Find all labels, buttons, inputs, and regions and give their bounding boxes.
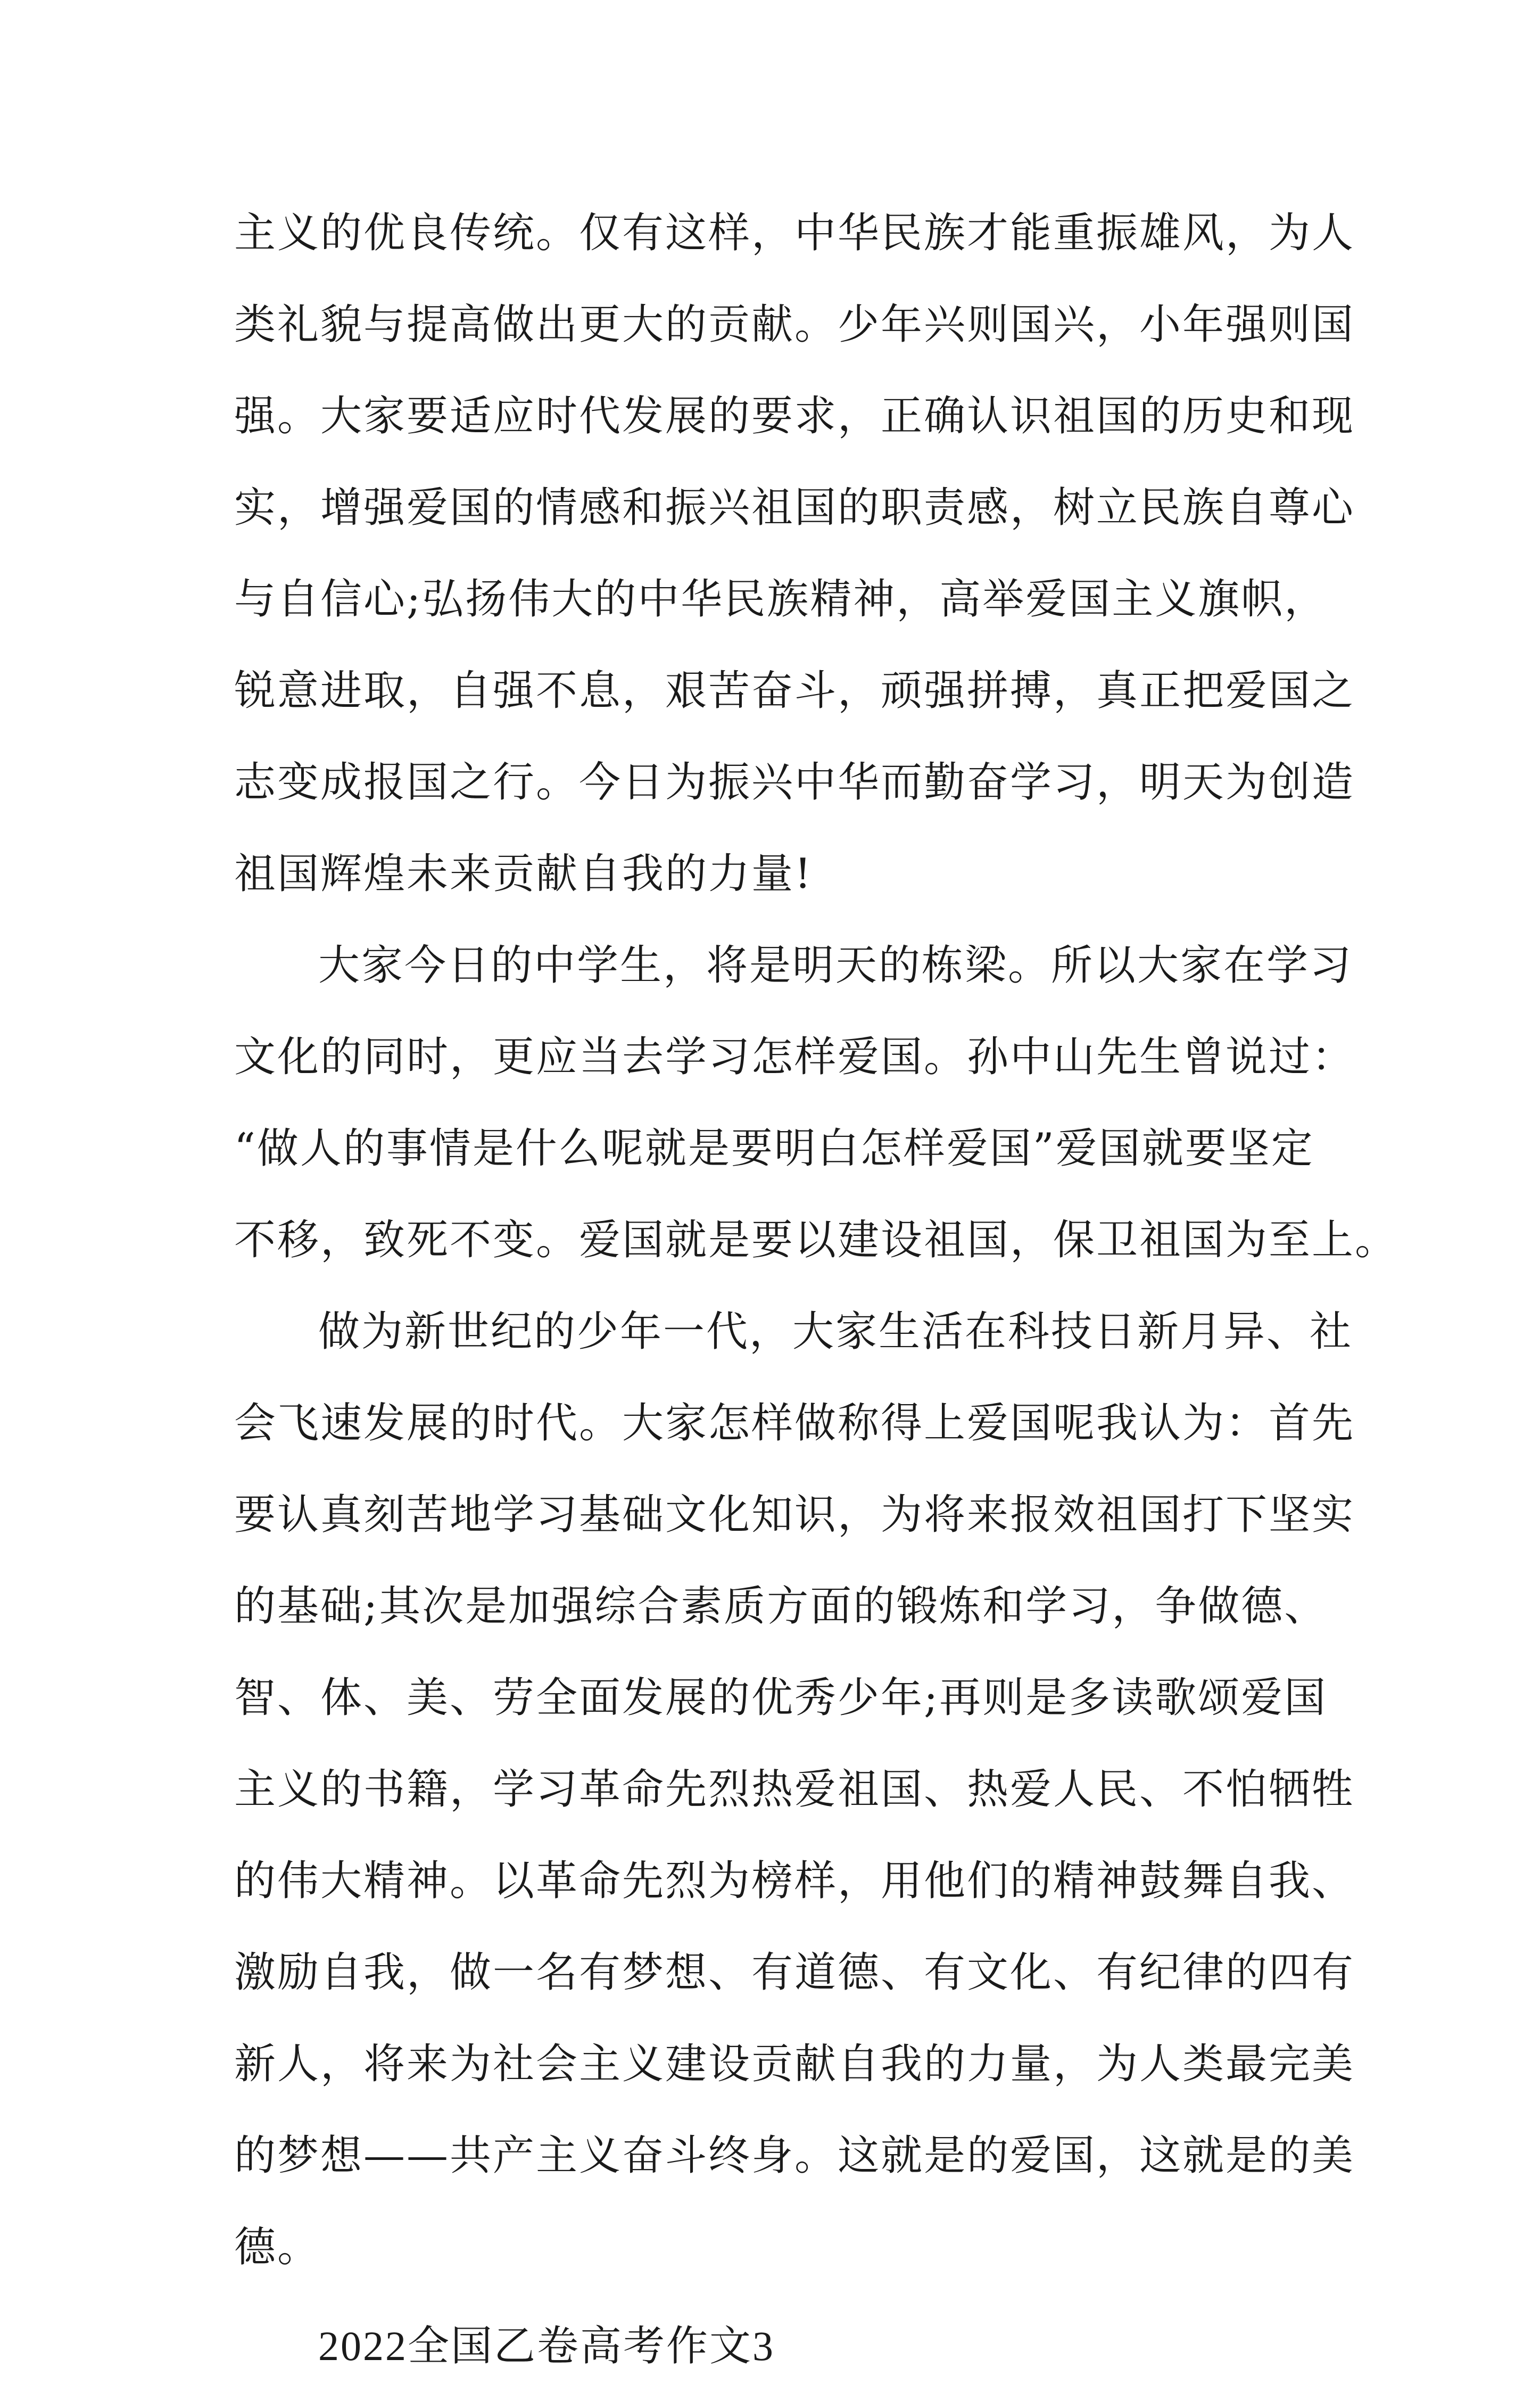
text-line: 与自信心;弘扬伟大的中华民族精神，高举爱国主义旗帜， (234, 575, 1328, 623)
text-line: 会飞速发展的时代。大家怎样做称得上爱国呢我认为：首先 (234, 1399, 1355, 1447)
text-line: 新人，将来为社会主义建设贡献自我的力量，为人类最完美 (234, 2040, 1355, 2088)
text-line: “做人的事情是什么呢就是要明白怎样爱国”爱国就要坚定 (234, 1125, 1314, 1173)
essay-body (234, 187, 1398, 2392)
text-line: 主义的优良传统。仅有这样，中华民族才能重振雄风，为人 (234, 209, 1355, 257)
text-line: 激励自我，做一名有梦想、有道德、有文化、有纪律的四有 (234, 1949, 1355, 1997)
text-line: 祖国辉煌未来贡献自我的力量! (234, 850, 813, 898)
text-line: 类礼貌与提高做出更大的贡献。少年兴则国兴，小年强则国 (234, 301, 1355, 349)
text-line: 做为新世纪的少年一代，大家生活在科技日新月异、社 (318, 1308, 1353, 1356)
text-line: 智、体、美、劳全面发展的优秀少年;再则是多读歌颂爱国 (234, 1674, 1328, 1722)
text-line: 德。 (234, 2223, 321, 2271)
paragraph-students (234, 920, 1398, 1286)
text-line: 的伟大精神。以革命先烈为榜样，用他们的精神鼓舞自我、 (234, 1857, 1355, 1905)
section-heading: 2022全国乙卷高考作文3 (318, 2323, 775, 2369)
text-line: 主义的书籍，学习革命先烈热爱祖国、热爱人民、不怕牺牲 (234, 1766, 1355, 1813)
text-line: 的基础;其次是加强综合素质方面的锻炼和学习，争做德、 (234, 1582, 1328, 1630)
text-line: 实，增强爱国的情感和振兴祖国的职责感，树立民族自尊心 (234, 484, 1355, 532)
text-line: 大家今日的中学生，将是明天的栋梁。所以大家在学习 (318, 942, 1353, 989)
paragraph-new-century (234, 1286, 1355, 2293)
text-line: 强。大家要适应时代发展的要求，正确认识祖国的历史和现 (234, 392, 1355, 440)
paragraph-continued (234, 187, 1355, 920)
text-line: 要认真刻苦地学习基础文化知识，为将来报效祖国打下坚实 (234, 1491, 1355, 1539)
text-line: 文化的同时，更应当去学习怎样爱国。孙中山先生曾说过： (234, 1033, 1355, 1081)
text-line: 锐意进取，自强不息，艰苦奋斗，顽强拼搏，真正把爱国之 (234, 667, 1355, 715)
text-line: 的梦想——共产主义奋斗终身。这就是的爱国，这就是的美 (234, 2132, 1355, 2180)
text-line: 不移，致死不变。爱国就是要以建设祖国，保卫祖国为至上。 (234, 1216, 1398, 1264)
text-line: 志变成报国之行。今日为振兴中华而勤奋学习，明天为创造 (234, 758, 1355, 806)
